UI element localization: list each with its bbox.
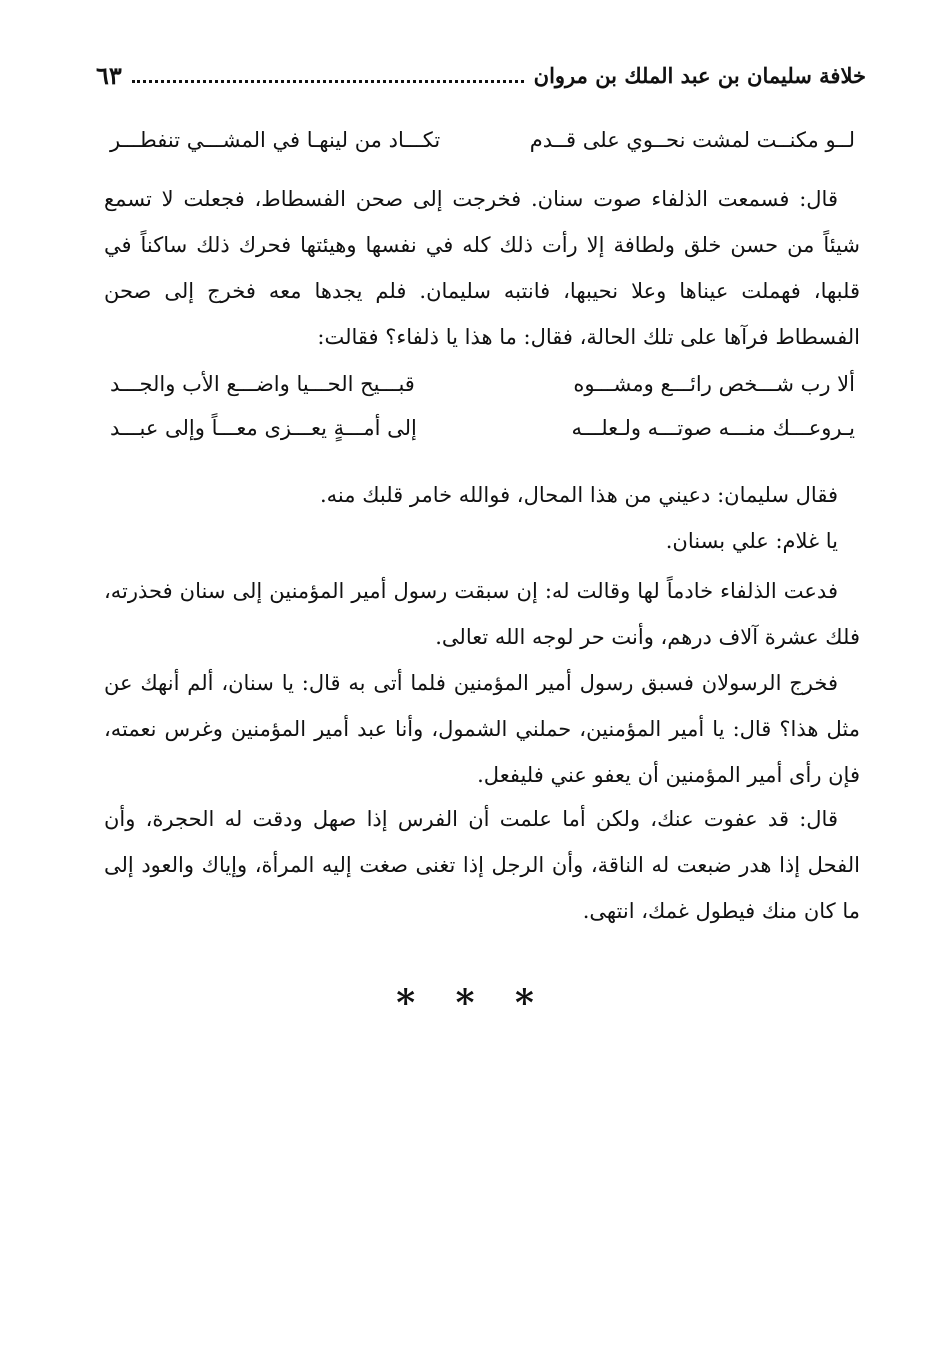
- page-number: ٦٣: [96, 60, 122, 90]
- verse-line: [110, 416, 855, 440]
- paragraph: قال: قد عفوت عنك، ولكن أما علمت أن الفرس إذا صهل ودقت له الحجرة، وأن الفحل إذا هدر ضبعت له الناقة، وأن الرجل إذا تغنى صغت إليه المرأة، وإياك والعود إلى ما كان منك فيطول غمك، انتهى.: [104, 807, 861, 923]
- dotted-leader: [132, 80, 524, 83]
- paragraph: فقال سليمان: دعيني من هذا المحال، فوالله خامر قلبك منه.: [320, 483, 838, 507]
- verse-line: [110, 128, 855, 152]
- paragraph: قال: فسمعت الذلفاء صوت سنان. فخرجت إلى صحن الفسطاط، فجعلت لا تسمع شيئاً من حسن خلق ولطافة إلا رأت ذلك كله في نفسها وهيئتها فحرك ذلك ساكناً في قلبها، فهملت عيناها وعلا نحيبها، فانتبه سليمان. فلم يجدها معه فخرج إلى صحن الفسطاط فرآها على تلك الحالة، فقال: ما هذا يا ذلفاء؟ فقالت:: [104, 187, 860, 349]
- verse-hemistich-first: ألا رب شـــخص رائـــع ومشـــوه: [573, 372, 855, 396]
- verse-hemistich-first: لــو مكنــت لمشت نحــوي على قــدم: [529, 128, 855, 152]
- verse-hemistich-first: يـروعـــك منـــه صوتـــه ولـعلـــه: [571, 416, 855, 440]
- paragraph: فخرج الرسولان فسبق رسول أمير المؤمنين فلما أتى به قال: يا سنان، ألم أنهك عن مثل هذا؟ قال: يا أمير المؤمنين، حملني الشمول، وأنا عبد أمير المؤمنين وغرس نعمته، فإن رأى أمير المؤمنين أن يعفو عني فليفعل.: [104, 671, 860, 787]
- paragraph: فدعت الذلفاء خادماً لها وقالت له: إن سبقت رسول أمير المؤمنين إلى سنان فحذرته، فلك عشرة آلاف درهم، وأنت حر لوجه الله تعالى.: [104, 579, 860, 649]
- page-header: [96, 58, 866, 92]
- paragraph: يا غلام: علي بسنان.: [665, 529, 838, 553]
- verse-hemistich-second: قبـــيح الحـــيا واضـــع الأب والجـــد: [110, 372, 415, 396]
- verse-line: [110, 372, 855, 396]
- verse-hemistich-second: إلى أمـــةٍ يعـــزى معـــاً وإلى عبـــد: [110, 416, 417, 440]
- running-title: خلافة سليمان بن عبد الملك بن مروان: [533, 62, 866, 88]
- section-separator: * * *: [396, 982, 548, 1024]
- verse-hemistich-second: تكـــاد من لينهـا في المشـــي تنفطـــر: [110, 128, 441, 152]
